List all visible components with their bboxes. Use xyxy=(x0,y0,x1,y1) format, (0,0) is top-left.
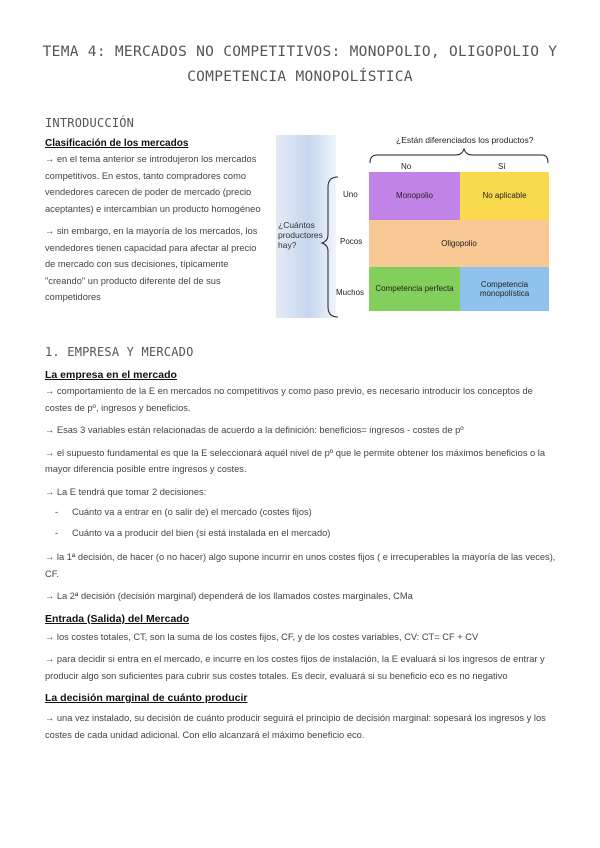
intro-paragraph-1: → en el tema anterior se introdujeron los mercados competitivos. En estos, tanto compradores como vendedores carecen de poder de mercado (precio aceptantes) e intercambian un producto homogéneo xyxy=(45,154,261,214)
section-1-heading: 1. EMPRESA Y MERCADO xyxy=(45,345,194,359)
paragraph-7: → los costes totales, CT, son la suma de los costes fijos, CF, y de los costes variables, CV: CT= CF + CV xyxy=(45,631,479,642)
diagram-side-question: ¿Cuántos productores hay? xyxy=(278,220,323,250)
cell-oligopolio: Oligopolio xyxy=(369,220,549,267)
subtitle-decision-marginal: La decisión marginal de cuánto producir xyxy=(45,692,248,704)
paragraph-4: → La E tendrá que tomar 2 decisiones: xyxy=(45,486,207,497)
page-title: TEMA 4: MERCADOS NO COMPETITIVOS: MONOPOLIO, OLIGOPOLIO Y COMPETENCIA MONOPOLÍSTICA xyxy=(42,44,558,85)
intro-heading: INTRODUCCIÓN xyxy=(45,116,135,130)
dash-mark: - xyxy=(55,507,59,517)
subtitle-empresa-mercado: La empresa en el mercado xyxy=(45,369,177,381)
paragraph-2: → Esas 3 variables están relacionadas de acuerdo a la definición: beneficios= ingresos - costes de pº xyxy=(45,425,464,435)
cell-competencia-perfecta: Competencia perfecta xyxy=(369,267,460,311)
paragraph-5: → la 1ª decisión, de hacer (o no hacer) algo supone incurrir en unos costes fijos ( e irrecuperables la mayoría de las veces), CF. xyxy=(45,552,556,579)
intro-paragraph-2: → sin embargo, en la mayoría de los mercados, los vendedores tienen capacidad para afectar al precio de mercado con sus decisiones, típicamente "creando" un producto diferente del de sus competidores xyxy=(45,226,258,302)
list-item xyxy=(45,504,560,521)
market-classification-diagram xyxy=(276,135,558,318)
intro-text-block xyxy=(45,136,267,306)
row-label-pocos: Pocos xyxy=(340,237,363,246)
subtitle-entrada-salida: Entrada (Salida) del Mercado xyxy=(45,612,190,625)
intro-subtitle: Clasificación de los mercados xyxy=(45,138,189,149)
decision-2: Cuánto va a producir del bien (si está instalada en el mercado) xyxy=(72,527,331,538)
cell-monopolio: Monopolio xyxy=(369,172,460,220)
paragraph-3: → el supuesto fundamental es que la E seleccionará aquél nivel de pº que le permite obtener los máximos beneficios o la mayor diferencia posible entre ingresos y costes. xyxy=(45,447,546,474)
paragraph-9: → una vez instalado, su decisión de cuánto producir seguirá el principio de decisión marginal: sopesará los ingresos y los costes de cada unidad adicional. Con ello alcanzará el máximo beneficio eco. xyxy=(45,713,546,740)
paragraph-8: → para decidir si entra en el mercado, e incurre en los costes fijos de instalación, la E evaluará si los ingresos de entrar y producir algo son suficientes para cubrir sus costes totales. Es decir, evaluará si su beneficio eco es no negativo xyxy=(45,654,545,681)
col-label-si: Sí xyxy=(498,162,506,171)
section-1-body xyxy=(45,367,560,743)
row-label-uno: Uno xyxy=(343,190,358,199)
col-label-no: No xyxy=(401,162,412,171)
decision-list xyxy=(45,504,560,543)
cell-competencia-monopolistica: Competencia monopolística xyxy=(460,267,549,311)
row-label-muchos: Muchos xyxy=(336,288,365,297)
dash-mark: - xyxy=(55,527,59,538)
list-item xyxy=(45,525,560,542)
decision-1: Cuánto va a entrar en (o salir de) el mercado (costes fijos) xyxy=(72,507,312,517)
paragraph-1: → comportamiento de la E en mercados no competitivos y como paso previo, es necesario introducir los conceptos de costes de pº, ingresos y beneficios. xyxy=(45,386,533,413)
top-brace xyxy=(370,149,548,163)
cell-no-aplicable: No aplicable xyxy=(460,172,549,220)
diagram-question: ¿Están diferenciados los productos? xyxy=(396,135,534,145)
paragraph-6: → La 2ª decisión (decisión marginal) dependerá de los llamados costes marginales, CMa xyxy=(45,591,413,601)
